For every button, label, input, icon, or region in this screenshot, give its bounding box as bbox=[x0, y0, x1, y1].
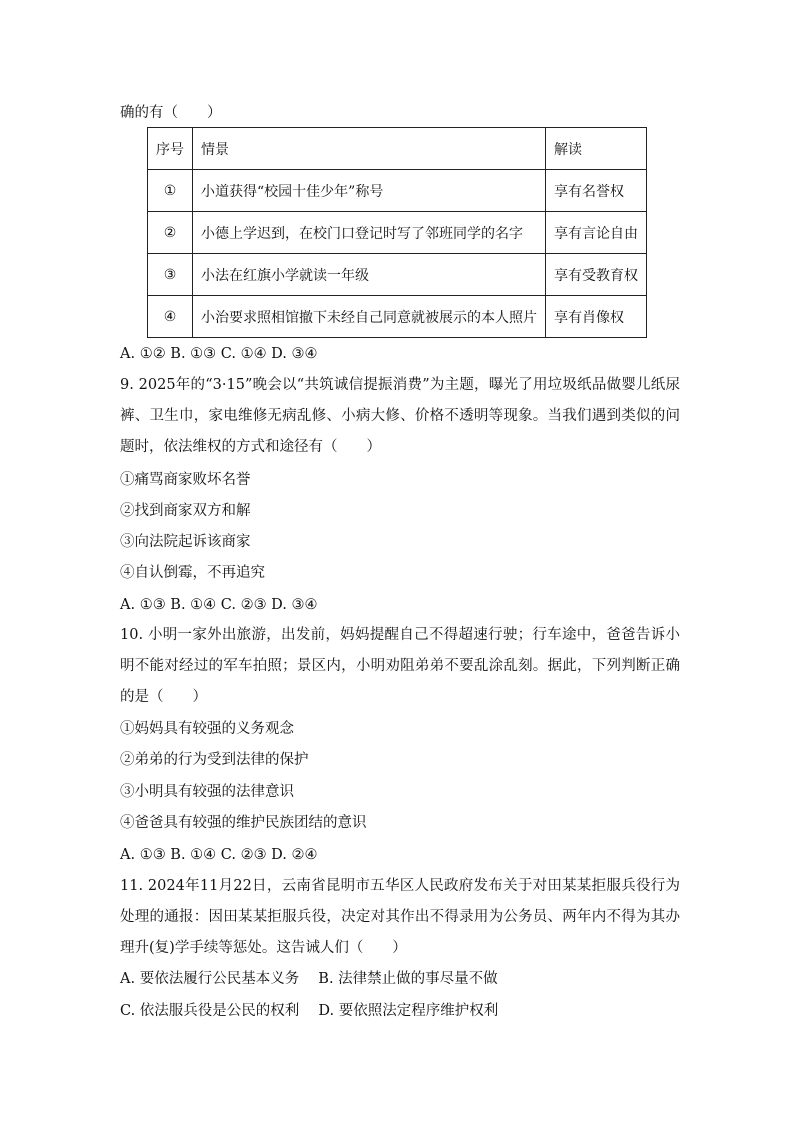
table-cell: 小德上学迟到，在校门口登记时写了邻班同学的名字 bbox=[193, 212, 546, 254]
question-9-options: A. ①③ B. ①④ C. ②③ D. ③④ bbox=[120, 597, 318, 613]
question-10-item: ①妈妈具有较强的义务观念 bbox=[120, 721, 294, 737]
table-cell: 享有言论自由 bbox=[546, 212, 647, 254]
question-9-item: ①痛骂商家败坏名誉 bbox=[120, 472, 251, 488]
table-row bbox=[148, 296, 647, 338]
table-row bbox=[148, 212, 647, 254]
question-11-stem: 11. 2024年11月22日，云南省昆明市五华区人民政府发布关于对田某某拒服兵役行为处理的通报：因田某某拒服兵役，决定对其作出不得录用为公务员、两年内不得为其办理升(复)学手续等惩处。这告诫人们（ ） bbox=[120, 878, 680, 956]
question-10-options: A. ①③ B. ①④ C. ②③ D. ②④ bbox=[120, 847, 318, 863]
table-cell: 享有肖像权 bbox=[546, 296, 647, 338]
table-cell: 小道获得“校园十佳少年”称号 bbox=[193, 170, 546, 212]
table-cell: 享有名誉权 bbox=[546, 170, 647, 212]
table-header-cell: 情景 bbox=[193, 128, 546, 170]
table-header-row bbox=[148, 128, 647, 170]
question-10-item: ④爸爸具有较强的维护民族团结的意识 bbox=[120, 815, 367, 831]
question-11-options-row: A. 要依法履行公民基本义务 B. 法律禁止做的事尽量不做 bbox=[120, 971, 498, 987]
question-10-item: ③小明具有较强的法律意识 bbox=[120, 784, 294, 800]
table-cell: 享有受教育权 bbox=[546, 254, 647, 296]
table-row bbox=[148, 254, 647, 296]
table-cell: ④ bbox=[148, 296, 193, 338]
question-10-stem: 10. 小明一家外出旅游，出发前，妈妈提醒自己不得超速行驶；行车途中，爸爸告诉小明不能对经过的军车拍照；景区内，小明劝阻弟弟不要乱涂乱刻。据此，下列判断正确的是（ ） bbox=[120, 627, 680, 705]
question-9-item: ④自认倒霉，不再追究 bbox=[120, 565, 265, 581]
question-8-options: A. ①② B. ①③ C. ①④ D. ③④ bbox=[120, 346, 318, 362]
table-cell: ③ bbox=[148, 254, 193, 296]
table-cell: ① bbox=[148, 170, 193, 212]
question-8-stem-tail: 确的有（ ） bbox=[120, 105, 222, 121]
table-cell: 小治要求照相馆撤下未经自己同意就被展示的本人照片 bbox=[193, 296, 546, 338]
table-header-cell: 解读 bbox=[546, 128, 647, 170]
question-10-item: ②弟弟的行为受到法律的保护 bbox=[120, 752, 309, 768]
question-9-item: ②找到商家双方和解 bbox=[120, 503, 251, 519]
table-header-cell: 序号 bbox=[148, 128, 193, 170]
question-9-item: ③向法院起诉该商家 bbox=[120, 534, 251, 550]
question-8-table bbox=[147, 127, 647, 338]
table-cell: 小法在红旗小学就读一年级 bbox=[193, 254, 546, 296]
question-11-options-row: C. 依法服兵役是公民的权利 D. 要依照法定程序维护权利 bbox=[120, 1003, 499, 1019]
question-9-stem: 9. 2025年的“3·15”晚会以“共筑诚信提振消费”为主题，曝光了用垃圾纸品做婴儿纸尿裤、卫生巾，家电维修无病乱修、小病大修、价格不透明等现象。当我们遇到类似的问题时，依法维权的方式和途径有（ ） bbox=[120, 377, 680, 455]
table-cell: ② bbox=[148, 212, 193, 254]
table-row bbox=[148, 170, 647, 212]
